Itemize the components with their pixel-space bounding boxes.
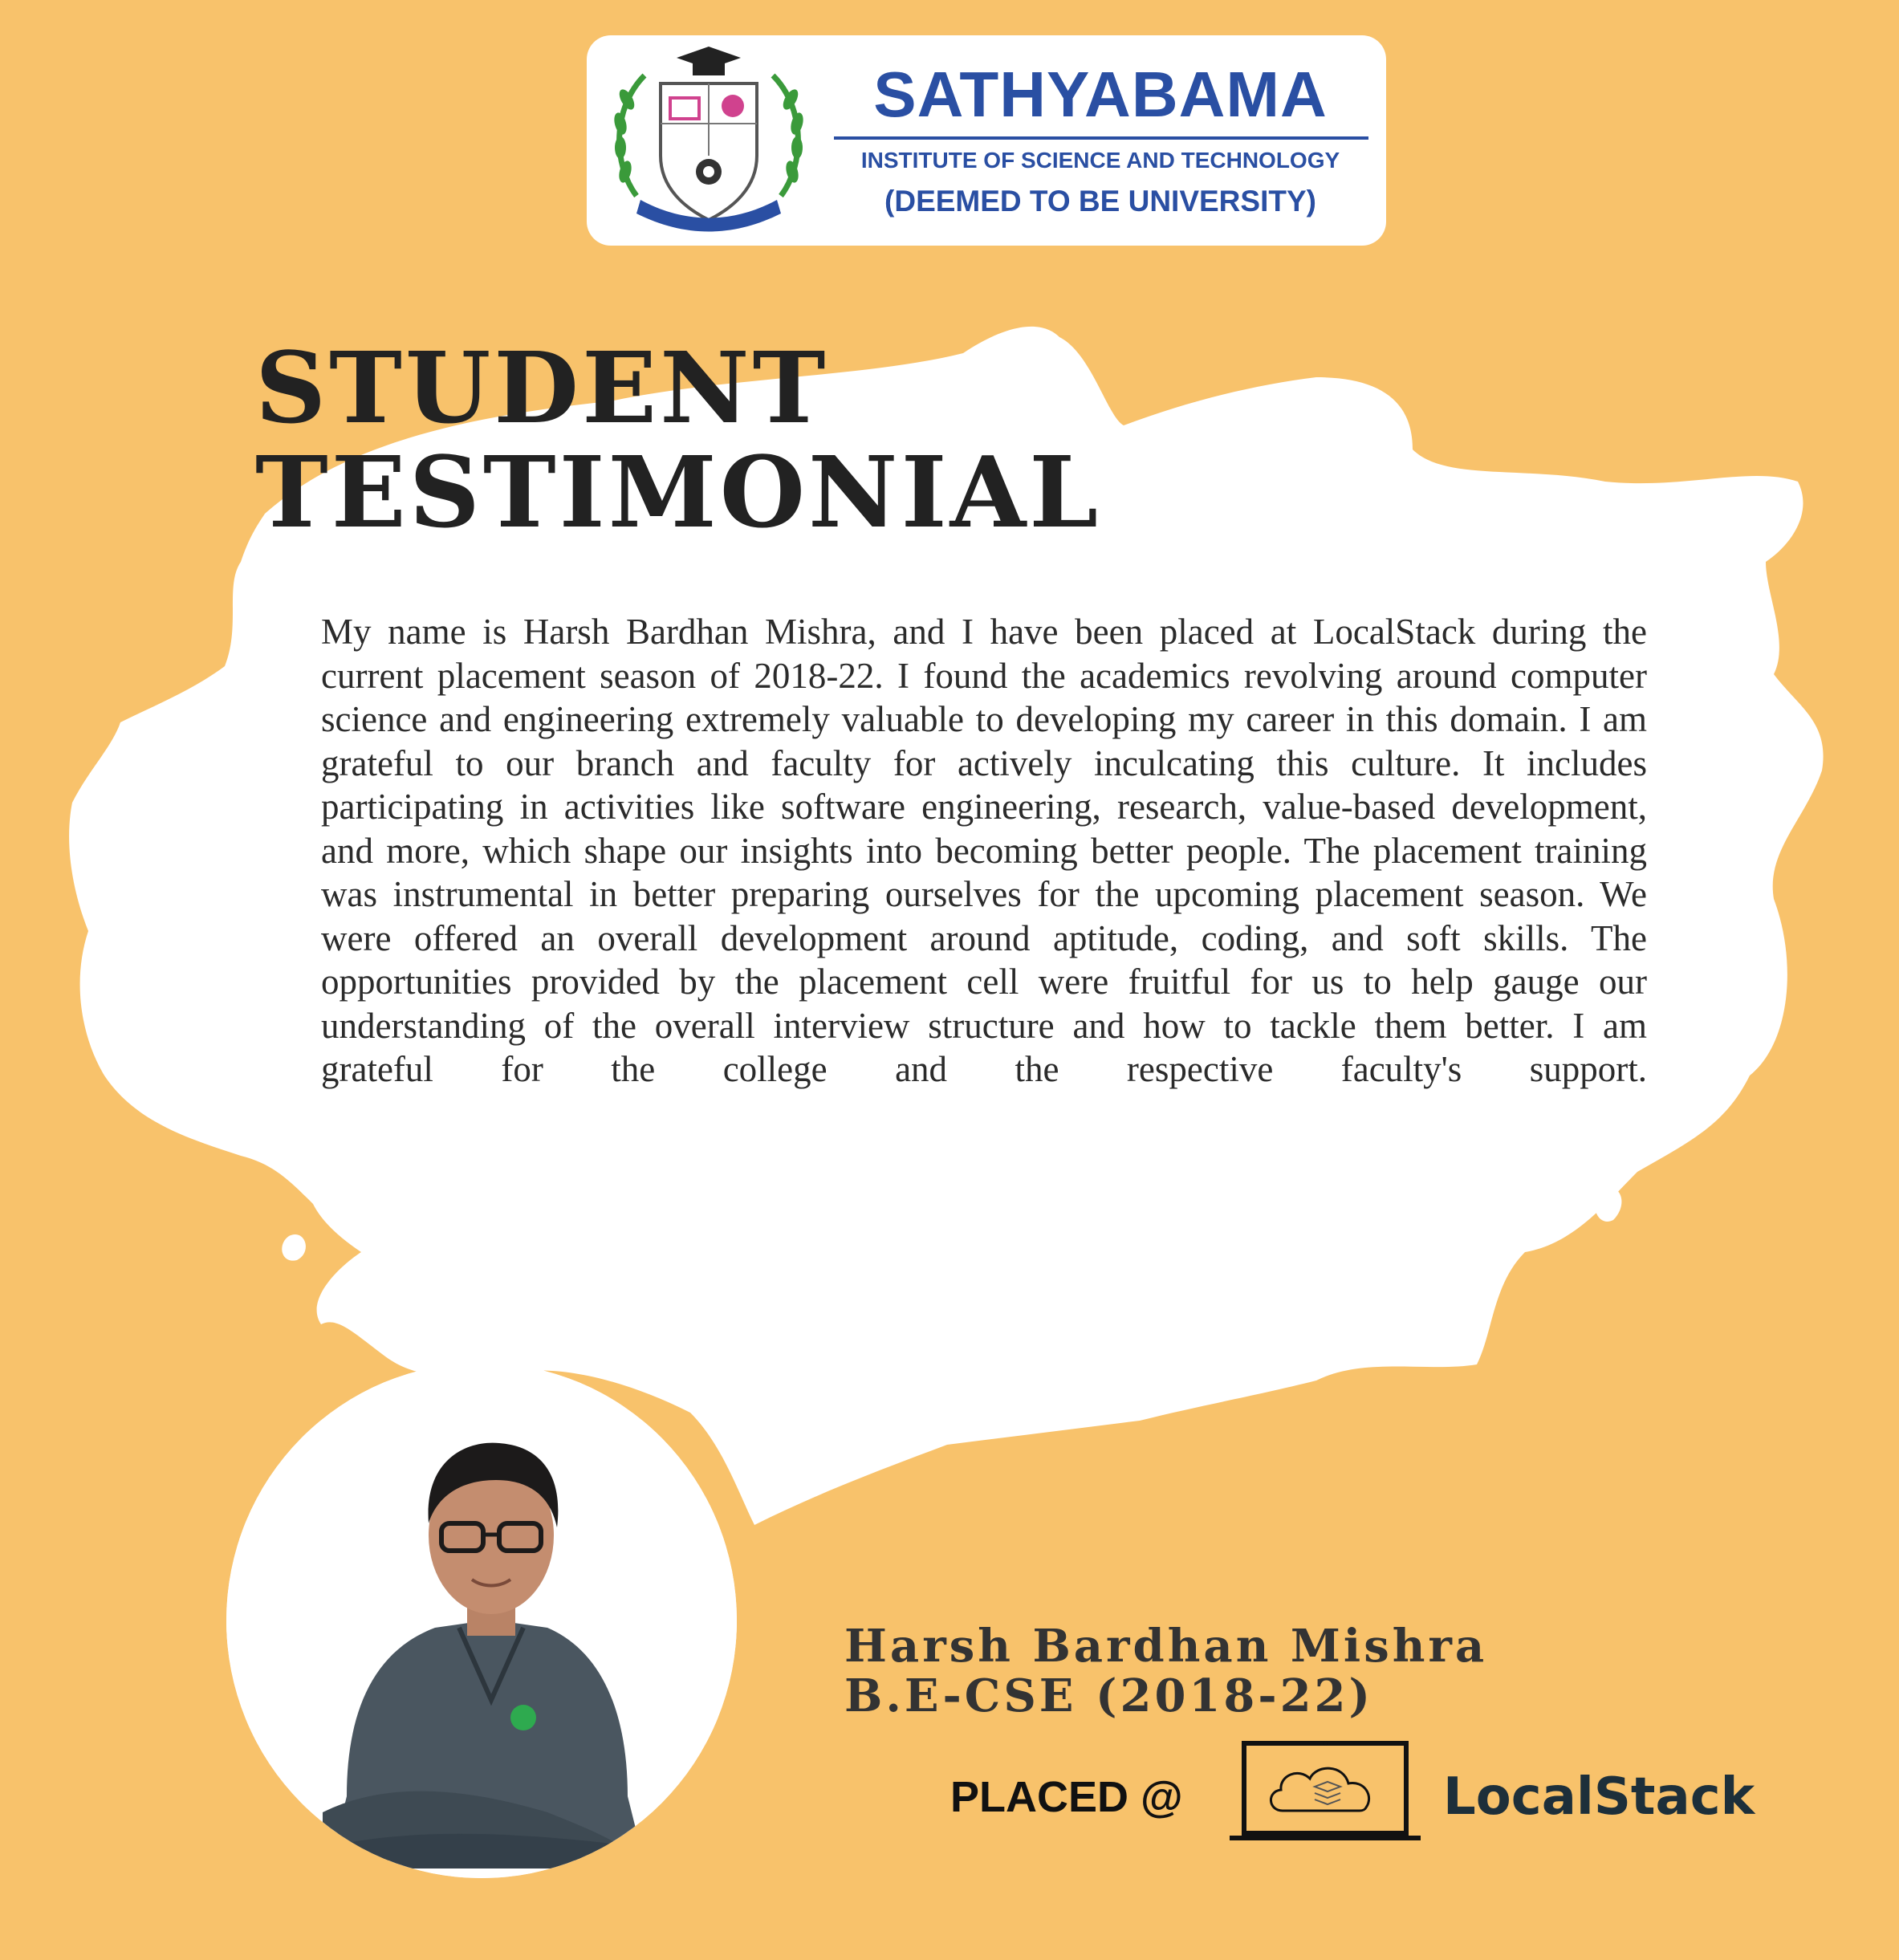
title-line-2: TESTIMONIAL bbox=[255, 434, 1102, 550]
university-crest-icon bbox=[604, 35, 813, 246]
logo-divider bbox=[834, 136, 1368, 140]
title-line-1: STUDENT bbox=[255, 330, 829, 445]
university-name: SATHYABAMA bbox=[873, 59, 1328, 130]
university-logo-card bbox=[587, 35, 1386, 246]
university-subtitle: INSTITUTE OF SCIENCE AND TECHNOLOGY bbox=[860, 148, 1340, 173]
student-course: B.E-CSE (2018-22) bbox=[844, 1669, 1374, 1722]
university-deemed-label: (DEEMED TO BE UNIVERSITY) bbox=[884, 185, 1316, 218]
page-title bbox=[255, 330, 1102, 550]
laptop-cloud-icon bbox=[1226, 1740, 1424, 1843]
student-photo bbox=[226, 1363, 737, 1878]
student-photo-frame bbox=[226, 1363, 737, 1878]
testimonial-text: My name is Harsh Bardhan Mishra, and I have been placed at LocalStack during the current placement season of 2018-22. I found the academics revolving around computer science and engineering extremely valuable to developing my career in this domain. I am grateful to our branch and faculty for actively inculcating this culture. It includes participating in activities like software engineering, research, value-based development, and more, which shape our insights into becoming better people. The placement training was instrumental in better preparing ourselves for the upcoming placement season. We were offered an overall development around aptitude, coding, and soft skills. The opportunities provided by the placement cell were fruitful for us to help gauge our understanding of the overall interview structure and how to tackle them better. I am grateful for the college and the respective faculty's support. bbox=[321, 612, 1647, 1089]
placed-label: PLACED @ bbox=[950, 1773, 1183, 1821]
company-name: LocalStack bbox=[1443, 1767, 1755, 1827]
student-name: Harsh Bardhan Mishra bbox=[844, 1620, 1488, 1673]
